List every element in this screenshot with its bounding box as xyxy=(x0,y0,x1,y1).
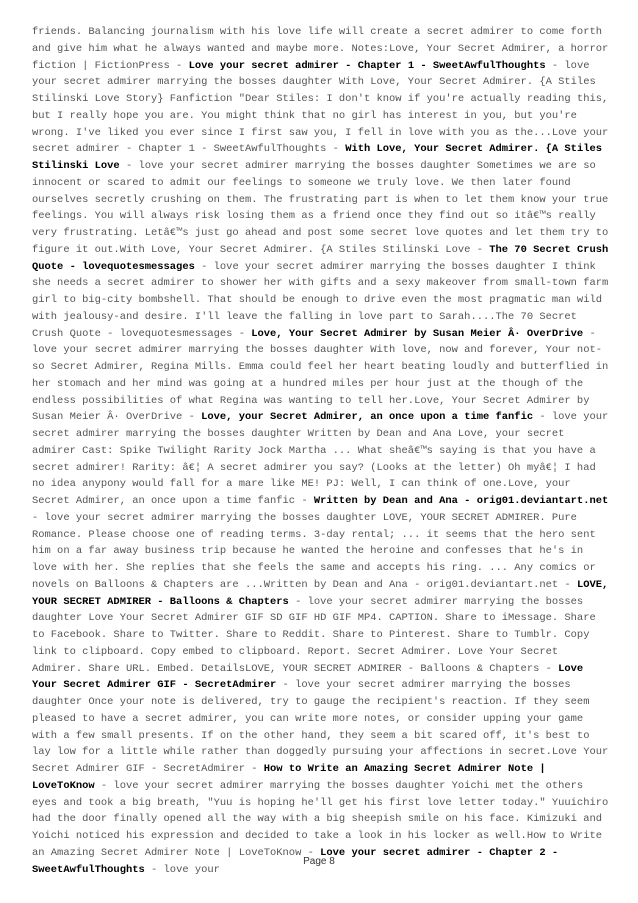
result-title: With Love, Your Secret Admirer. {A Stiles Stilinski Love xyxy=(32,143,602,172)
page-body-text xyxy=(32,24,612,878)
result-snippet: - love your xyxy=(144,863,220,876)
result-title: Love, Your Secret Admirer by Susan Meier Â· OverDrive xyxy=(251,327,584,340)
result-snippet: - love your secret admirer marrying the bosses daughter With Love, Your Secret Admirer. {A Stiles Stilinski Love Story} Fanfiction "Dear Stiles: I don't know if you're actually reading this, but I really hope you are. You might think that no girl has interest in you, but you're wrong. I've liked you ever since I first saw you, I fell in love with you as the...Love your secret admirer - Chapter 1 - SweetAwfulThoughts - xyxy=(32,59,609,156)
result-title: How to Write an Amazing Secret Admirer Note | LoveToKnow xyxy=(32,763,546,792)
result-title: Written by Dean and Ana - orig01.deviantart.net xyxy=(313,495,609,507)
result-title: Love your secret admirer - Chapter 2 - SweetAwfulThoughts xyxy=(32,846,559,876)
result-snippet: friends. Balancing journalism with his love life will create a secret admirer to come forth and give him what he always wanted and maybe more. Notes:Love, Your Secret Admirer, a horror fiction | FictionPress - xyxy=(32,26,609,72)
result-snippet: - love your secret admirer marrying the bosses daughter With love, now and forever, Your not-so Secret Admirer, Regina Mills. Emma could feel her heart beating loudly and butterflied in her stomach and her mind was going at a hundred miles per hour just at the though of the endless possibilities of what Regina was wanting to tell her.Love, Your Secret Admirer by Susan Meier Â· OverDrive - xyxy=(32,327,609,424)
result-snippet: - love your secret admirer marrying the bosses daughter Sometimes we are so innocent or scared to admit our feelings to someone we truly love. We then later found ourselves secretly crushing on them. The frustrating part is when to let them know your true feelings. You will always risk losing them as a friend once they find out so itâ€™s really very frustrating. Letâ€™s just go ahead and post some secret love quotes and let them try to figure it out.With Love, Your Secret Admirer. {A Stiles Stilinski Love - xyxy=(32,160,609,256)
result-title: Love, your Secret Admirer, an once upon a time fanfic xyxy=(201,411,534,424)
result-snippet: - love your secret admirer marrying the bosses daughter Love Your Secret Admirer GIF SD GIF HD GIF MP4. CAPTION. Share to iMessage. Share to Facebook. Share to Twitter. Share to Reddit. Share to Pinterest. Share to Tumblr. Copy link to clipboard. Copy embed to clipboard. Report. Secret Admirer. Love Your Secret Admirer. Share URL. Embed. DetailsLOVE, YOUR SECRET ADMIRER - Balloons & Chapters - xyxy=(32,595,596,675)
result-snippet: - love your secret admirer marrying the bosses daughter Written by Dean and Ana Love, your secret admirer Cast: Spike Twilight Rarity Jock Martha ... What sheâ€™s saying is that you have a secret admirer! Rarity: â€¦ A secret admirer you say? (Looks at the letter) Oh myâ€¦ I had no idea anypony would fall for a mare like ME! PJ: Well, I can think of one.Love, your Secret Admirer, an once upon a time fanfic - xyxy=(32,411,609,507)
result-title: Love Your Secret Admirer GIF - SecretAdmirer xyxy=(32,662,584,692)
result-title: Love your secret admirer - Chapter 1 - SweetAwfulThoughts xyxy=(188,59,546,72)
result-title: The 70 Secret Crush Quote - lovequotesmessages xyxy=(32,243,609,273)
result-snippet: - love your secret admirer marrying the bosses daughter I think she needs a secret admirer to shower her with gifts and a sexy makeover from small-town farm girl to big-city bombshell. That should be enough to drive even the most pragmatic man wild with jealousy-and desire. I'll leave the falling in love part to Sarah....The 70 Secret Crush Quote - lovequotesmessages - xyxy=(32,260,609,340)
result-snippet: - love your secret admirer marrying the bosses daughter LOVE, YOUR SECRET ADMIRER. Pure Romance. Please choose one of reading terms. 3-day rental; ... it seems that the hero sent him on a far away business trip because he wanted the heroine and confesses that he's in love with her. She replies that she feels the same and accepts his ring. ... Any comics or novels on Balloons & Chapters are ...Written by Dean and Ana - orig01.deviantart.net - xyxy=(32,511,596,591)
result-title: LOVE, YOUR SECRET ADMIRER - Balloons & Chapters xyxy=(32,578,609,608)
result-snippet: - love your secret admirer marrying the bosses daughter Yoichi met the others eyes and took a big breath, "Yuu is hoping he'll get his first love letter today." Yuuichiro had the door finally opened all the way with a big sheepish smile on his face. Kimizuki and Yoichi noticed his expression and decided to take a look in his locker as well.How to Write an Amazing Secret Admirer Note | LoveToKnow - xyxy=(32,779,609,859)
page-number: Page 8 xyxy=(303,856,335,867)
result-snippet: - love your secret admirer marrying the bosses daughter Once your note is delivered, try to gauge the recipient's reaction. If they seem pleased to have a secret admirer, you can write more notes, or consider upping your game with a few small presents. If on the other hand, they seem a bit scared off, it's best to lay low for a little while rather than doggedly pursuing your affections in secret.Love Your Secret Admirer GIF - SecretAdmirer - xyxy=(32,679,609,775)
